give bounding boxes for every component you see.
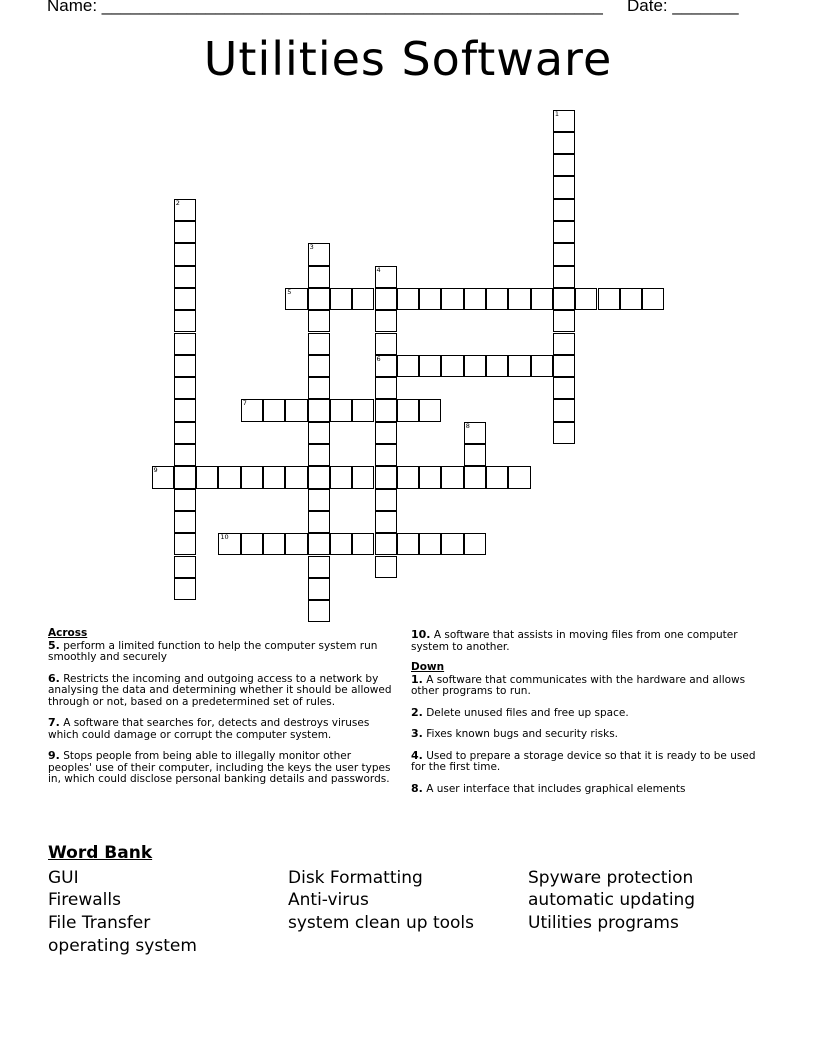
grid-cell <box>285 399 307 421</box>
grid-cell <box>352 399 374 421</box>
page-title: Utilities Software <box>203 32 613 86</box>
grid-cell <box>174 466 196 488</box>
grid-cell <box>531 288 553 310</box>
clue-across-7: 7. A software that searches for, detects and destroys viruses which could damage or corrupt the computer system. <box>48 716 370 741</box>
grid-cell <box>308 266 330 288</box>
grid-cell <box>375 511 397 533</box>
grid-cell <box>397 399 419 421</box>
grid-cell <box>486 355 508 377</box>
grid-cell <box>263 533 285 555</box>
grid-cell <box>575 288 597 310</box>
grid-clue-number: 2 <box>175 198 180 207</box>
word-bank-item: automatic updating <box>528 890 696 910</box>
grid-cell <box>308 533 330 555</box>
grid-cell <box>330 399 352 421</box>
grid-cell <box>419 466 441 488</box>
grid-cell <box>285 533 307 555</box>
word-bank-item: Anti-virus <box>288 890 369 910</box>
grid-cell <box>375 444 397 466</box>
clue-down-4: 4. Used to prepare a storage device so that it is ready to be used for the first time. <box>411 748 756 773</box>
grid-cell <box>241 399 263 421</box>
grid-cell <box>308 511 330 533</box>
grid-cell <box>174 533 196 555</box>
grid-cell <box>486 288 508 310</box>
grid-cell <box>263 399 285 421</box>
grid-cell <box>553 399 575 421</box>
grid-cell <box>308 355 330 377</box>
grid-cell <box>531 355 553 377</box>
grid-cell <box>174 199 196 221</box>
grid-cell <box>553 355 575 377</box>
clue-across-5: 5. perform a limited function to help the computer system run smoothly and securely <box>48 638 378 663</box>
grid-cell <box>486 466 508 488</box>
grid-cell <box>375 489 397 511</box>
grid-cell <box>419 288 441 310</box>
grid-cell <box>375 288 397 310</box>
grid-cell <box>553 377 575 399</box>
grid-cell <box>553 132 575 154</box>
grid-cell <box>174 355 196 377</box>
grid-cell <box>308 288 330 310</box>
grid-cell <box>308 243 330 265</box>
grid-cell <box>285 288 307 310</box>
across-heading: Across <box>48 627 88 639</box>
grid-cell <box>397 288 419 310</box>
word-bank-item: Disk Formatting <box>288 868 423 888</box>
grid-cell <box>508 466 530 488</box>
grid-cell <box>308 600 330 622</box>
grid-cell <box>553 333 575 355</box>
grid-cell <box>375 533 397 555</box>
grid-cell <box>464 422 486 444</box>
grid-cell <box>308 489 330 511</box>
grid-cell <box>464 444 486 466</box>
grid-clue-number: 5 <box>287 287 292 296</box>
grid-cell <box>397 355 419 377</box>
grid-cell <box>620 288 642 310</box>
clue-down-2: 2. Delete unused files and free up space. <box>411 705 629 719</box>
grid-cell <box>308 422 330 444</box>
word-bank-item: GUI <box>48 868 79 888</box>
grid-cell <box>397 533 419 555</box>
grid-clue-number: 6 <box>376 354 381 363</box>
grid-cell <box>285 466 307 488</box>
grid-cell <box>308 333 330 355</box>
grid-cell <box>598 288 620 310</box>
grid-cell <box>352 288 374 310</box>
grid-cell <box>308 578 330 600</box>
grid-cell <box>174 556 196 578</box>
word-bank-item: Firewalls <box>48 890 121 910</box>
grid-cell <box>375 466 397 488</box>
grid-cell <box>174 288 196 310</box>
grid-cell <box>553 266 575 288</box>
clue-down-8: 8. A user interface that includes graphical elements <box>411 781 686 795</box>
grid-cell <box>441 355 463 377</box>
grid-cell <box>375 310 397 332</box>
grid-cell <box>397 466 419 488</box>
grid-cell <box>375 355 397 377</box>
grid-cell <box>308 466 330 488</box>
grid-cell <box>553 221 575 243</box>
grid-cell <box>308 399 330 421</box>
grid-cell <box>174 221 196 243</box>
grid-cell <box>174 444 196 466</box>
grid-cell <box>174 489 196 511</box>
grid-cell <box>419 399 441 421</box>
grid-cell <box>174 578 196 600</box>
grid-clue-number: 8 <box>465 421 470 430</box>
grid-cell <box>642 288 664 310</box>
grid-cell <box>553 422 575 444</box>
grid-cell <box>263 466 285 488</box>
grid-cell <box>375 422 397 444</box>
clue-down-1: 1. A software that communicates with the hardware and allows other programs to run. <box>411 672 746 697</box>
grid-cell <box>174 266 196 288</box>
grid-cell <box>464 466 486 488</box>
grid-cell <box>375 266 397 288</box>
word-bank-item: Utilities programs <box>528 913 679 933</box>
word-bank-item: operating system <box>48 936 197 956</box>
grid-cell <box>174 422 196 444</box>
grid-cell <box>508 355 530 377</box>
grid-cell <box>308 444 330 466</box>
across-clues <box>48 628 393 795</box>
grid-cell <box>553 243 575 265</box>
grid-cell <box>174 377 196 399</box>
grid-cell <box>330 533 352 555</box>
down-heading: Down <box>411 661 445 673</box>
grid-clue-number: 10 <box>220 533 229 542</box>
grid-cell <box>241 533 263 555</box>
grid-clue-number: 9 <box>153 466 158 475</box>
grid-clue-number: 1 <box>554 109 560 118</box>
grid-clue-number: 4 <box>376 265 381 274</box>
grid-cell <box>375 556 397 578</box>
grid-cell <box>152 466 174 488</box>
name-field-label: Name: _____________________________________________________ <box>47 0 603 15</box>
grid-cell <box>553 110 575 132</box>
grid-cell <box>308 310 330 332</box>
grid-cell <box>174 511 196 533</box>
grid-cell <box>441 288 463 310</box>
grid-cell <box>174 243 196 265</box>
grid-cell <box>464 533 486 555</box>
grid-cell <box>375 377 397 399</box>
grid-cell <box>419 355 441 377</box>
right-clues <box>411 629 761 804</box>
grid-cell <box>441 533 463 555</box>
grid-cell <box>419 533 441 555</box>
grid-cell <box>553 310 575 332</box>
clue-across-10: 10. A software that assists in moving files from one computer system to another. <box>411 628 738 653</box>
grid-cell <box>553 176 575 198</box>
clue-across-6: 6. Restricts the incoming and outgoing access to a network by analysing the data and determining whether it should be allowed through or not, based on a predetermined set of rules. <box>48 671 392 708</box>
grid-cell <box>464 288 486 310</box>
word-bank-item: system clean up tools <box>288 913 475 933</box>
grid-cell <box>196 466 218 488</box>
clue-down-3: 3. Fixes known bugs and security risks. <box>411 727 619 740</box>
grid-cell <box>174 310 196 332</box>
grid-cell <box>352 466 374 488</box>
date-field-label: Date: _______ <box>627 0 739 15</box>
grid-cell <box>218 533 240 555</box>
grid-cell <box>553 288 575 310</box>
word-bank-item: File Transfer <box>48 913 151 933</box>
grid-cell <box>375 333 397 355</box>
grid-cell <box>174 399 196 421</box>
grid-cell <box>241 466 263 488</box>
grid-cell <box>553 199 575 221</box>
grid-cell <box>508 288 530 310</box>
grid-cell <box>553 154 575 176</box>
grid-clue-number: 3 <box>309 243 314 252</box>
grid-clue-number: 7 <box>242 399 247 408</box>
word-bank-title: Word Bank <box>48 843 153 863</box>
word-bank-item: Spyware protection <box>528 868 694 888</box>
grid-cell <box>330 466 352 488</box>
grid-cell <box>308 556 330 578</box>
clue-across-9: 9. Stops people from being able to illegally monitor other peoples' use of their computer, including the keys the user types in, which could disclose personal banking details and passwords. <box>48 749 391 785</box>
grid-cell <box>218 466 240 488</box>
grid-cell <box>330 288 352 310</box>
grid-cell <box>441 466 463 488</box>
grid-cell <box>352 533 374 555</box>
grid-cell <box>308 377 330 399</box>
grid-cell <box>375 399 397 421</box>
grid-cell <box>174 333 196 355</box>
grid-cell <box>464 355 486 377</box>
